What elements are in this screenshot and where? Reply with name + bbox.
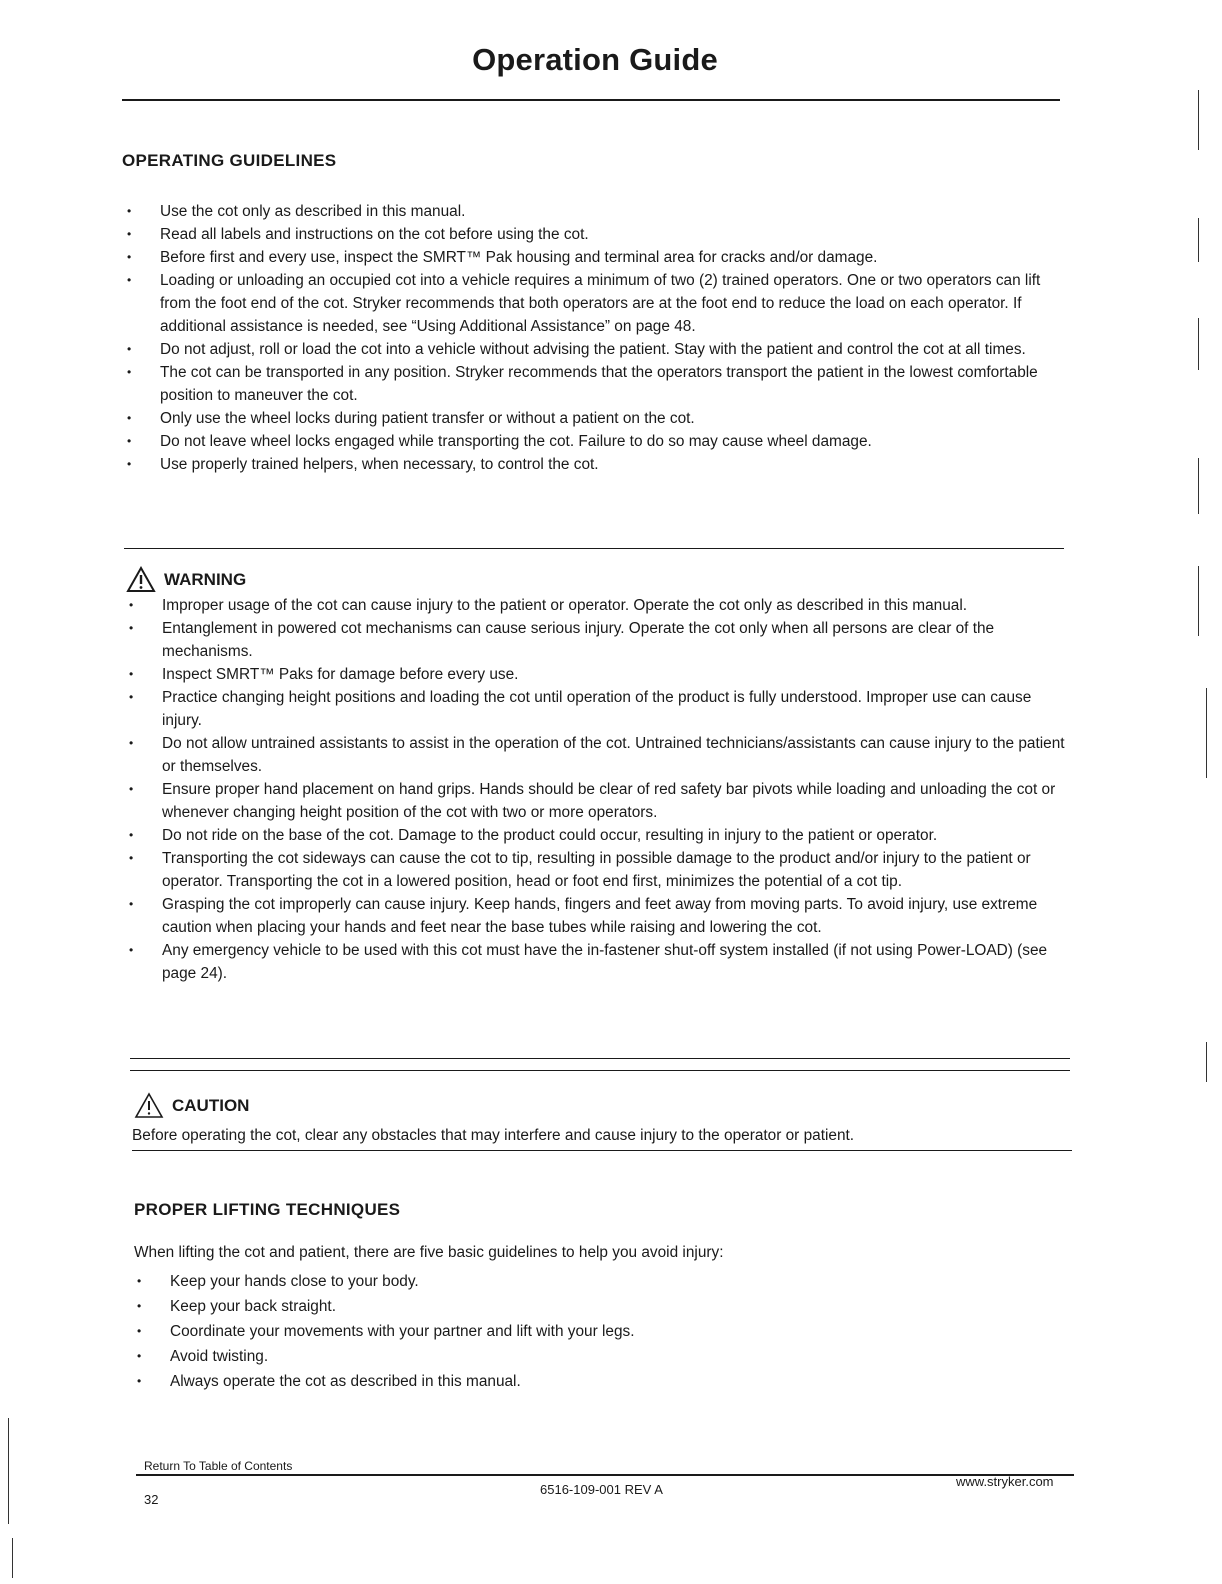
scan-edge-mark [1198, 318, 1199, 370]
scan-edge-mark [1198, 90, 1199, 150]
list-item [126, 847, 1070, 893]
bullet: • [127, 457, 132, 471]
section-divider [130, 1058, 1070, 1059]
document-number: 6516-109-001 REV A [540, 1482, 663, 1497]
list-item-text: Use the cot only as described in this manual. [160, 203, 466, 220]
bullet: • [127, 273, 132, 287]
title-rule [122, 99, 1060, 101]
bullet: • [127, 365, 132, 379]
bullet: • [137, 1299, 142, 1313]
scan-edge-mark [1198, 458, 1199, 514]
scan-edge-mark [12, 1538, 13, 1578]
list-item [124, 246, 1066, 269]
page-title: Operation Guide [472, 42, 718, 77]
bullet: • [129, 598, 134, 612]
list-item [124, 269, 1066, 338]
list-item [124, 430, 1066, 453]
warning-banner [126, 566, 246, 593]
bullet: • [127, 227, 132, 241]
list-item [126, 594, 1070, 617]
list-item-text: Before first and every use, inspect the SMRT™ Pak housing and terminal area for cracks and/or damage. [160, 249, 878, 266]
list-item [126, 663, 1070, 686]
list-item-text: Entanglement in powered cot mechanisms can cause serious injury. Operate the cot only when all persons are clear of the mechanisms. [162, 620, 995, 660]
list-item-text: Inspect SMRT™ Paks for damage before every use. [162, 666, 519, 683]
bullet: • [129, 621, 134, 635]
section-divider [124, 548, 1064, 549]
bullet: • [129, 690, 134, 704]
list-item [124, 338, 1066, 361]
list-item [126, 778, 1070, 824]
bullet: • [129, 667, 134, 681]
caution-triangle-icon [134, 1092, 164, 1119]
list-item-text: Use properly trained helpers, when necessary, to control the cot. [160, 456, 599, 473]
scan-edge-mark [1198, 566, 1199, 636]
list-item [124, 223, 1066, 246]
list-item [126, 939, 1070, 985]
list-item-text: Practice changing height positions and loading the cot until operation of the product is fully understood. Improper use can cause injury. [162, 689, 1032, 729]
scan-edge-mark [1198, 218, 1199, 262]
bullet: • [129, 736, 134, 750]
list-item-text: Do not adjust, roll or load the cot into a vehicle without advising the patient. Stay with the patient and control the cot at all times. [160, 341, 1026, 358]
list-item [126, 824, 1070, 847]
list-item-text: Transporting the cot sideways can cause the cot to tip, resulting in possible damage to the product and/or injury to the patient or operator. Transporting the cot in a lowered position, head or foot end first, minimizes the potential of a cot tip. [162, 850, 1031, 890]
bullet: • [127, 250, 132, 264]
list-item-text: Read all labels and instructions on the cot before using the cot. [160, 226, 589, 243]
bullet: • [129, 897, 134, 911]
warning-label: WARNING [164, 569, 247, 589]
bullet: • [129, 943, 134, 957]
list-item [124, 407, 1066, 430]
list-item [134, 1294, 1074, 1319]
bullet: • [129, 782, 134, 796]
page-number: 32 [144, 1492, 159, 1507]
warning-list [126, 594, 1070, 985]
caution-text: Before operating the cot, clear any obstacles that may interfere and cause injury to the operator or patient. [132, 1127, 855, 1144]
lifting-techniques-list [134, 1269, 1074, 1394]
operating-guidelines-list [124, 200, 1066, 476]
bullet: • [127, 204, 132, 218]
list-item-text: Improper usage of the cot can cause injury to the patient or operator. Operate the cot only as described in this manual. [162, 597, 968, 614]
footer-rule [136, 1474, 1074, 1476]
lifting-techniques-heading: PROPER LIFTING TECHNIQUES [134, 1200, 401, 1219]
scan-edge-mark [1206, 1042, 1207, 1082]
list-item-text: Only use the wheel locks during patient transfer or without a patient on the cot. [160, 410, 695, 427]
operating-guidelines-heading: OPERATING GUIDELINES [122, 151, 337, 170]
list-item-text: Keep your back straight. [170, 1298, 336, 1315]
list-item-text: Do not ride on the base of the cot. Damage to the product could occur, resulting in injury to the patient or operator. [162, 827, 938, 844]
list-item-text: Any emergency vehicle to be used with this cot must have the in-fastener shut-off system installed (if not using Power-LOAD) (see page 24). [162, 942, 1048, 982]
list-item-text: Loading or unloading an occupied cot into a vehicle requires a minimum of two (2) trained operators. One or two operators can lift from the foot end of the cot. Stryker recommends that both operators are at the foot end to reduce the load on each operator. If additional assistance is needed, see “Using Additional Assistance” on page 48. [160, 272, 1041, 335]
list-item [126, 893, 1070, 939]
list-item [124, 200, 1066, 223]
bullet: • [137, 1374, 142, 1388]
bullet: • [137, 1324, 142, 1338]
list-item [124, 361, 1066, 407]
list-item [134, 1369, 1074, 1394]
bullet: • [127, 342, 132, 356]
list-item-text: Always operate the cot as described in this manual. [170, 1373, 521, 1390]
section-divider [130, 1070, 1070, 1071]
bullet: • [137, 1349, 142, 1363]
list-item-text: Coordinate your movements with your partner and lift with your legs. [170, 1323, 635, 1340]
bullet: • [129, 851, 134, 865]
list-item [126, 617, 1070, 663]
list-item [126, 732, 1070, 778]
list-item-text: Ensure proper hand placement on hand grips. Hands should be clear of red safety bar pivots while loading and unloading the cot or whenever changing height position of the cot with two or more operators. [162, 781, 1056, 821]
bullet: • [137, 1274, 142, 1288]
caution-banner [134, 1092, 249, 1119]
section-divider [132, 1150, 1072, 1151]
list-item [134, 1269, 1074, 1294]
list-item-text: Do not leave wheel locks engaged while transporting the cot. Failure to do so may cause wheel damage. [160, 433, 872, 450]
scan-edge-mark [8, 1418, 9, 1524]
caution-label: CAUTION [172, 1095, 250, 1115]
list-item-text: Avoid twisting. [170, 1348, 269, 1365]
list-item-text: Do not allow untrained assistants to assist in the operation of the cot. Untrained technicians/assistants can cause injury to the patient or themselves. [162, 735, 1065, 775]
list-item-text: Keep your hands close to your body. [170, 1273, 419, 1290]
list-item [134, 1319, 1074, 1344]
scan-edge-mark [1206, 688, 1207, 778]
list-item [124, 453, 1066, 476]
list-item [126, 686, 1070, 732]
list-item-text: The cot can be transported in any position. Stryker recommends that the operators transport the patient in the lowest comfortable position to maneuver the cot. [160, 364, 1038, 404]
lifting-intro: When lifting the cot and patient, there are five basic guidelines to help you avoid injury: [134, 1244, 724, 1261]
list-item-text: Grasping the cot improperly can cause injury. Keep hands, fingers and feet away from moving parts. To avoid injury, use extreme caution when placing your hands and feet near the base tubes while raising and lowering the cot. [162, 896, 1038, 936]
return-to-contents-link[interactable]: Return To Table of Contents [144, 1459, 293, 1473]
bullet: • [127, 434, 132, 448]
list-item [134, 1344, 1074, 1369]
bullet: • [127, 411, 132, 425]
warning-triangle-icon [126, 566, 156, 593]
website-link[interactable]: www.stryker.com [956, 1474, 1054, 1489]
bullet: • [129, 828, 134, 842]
